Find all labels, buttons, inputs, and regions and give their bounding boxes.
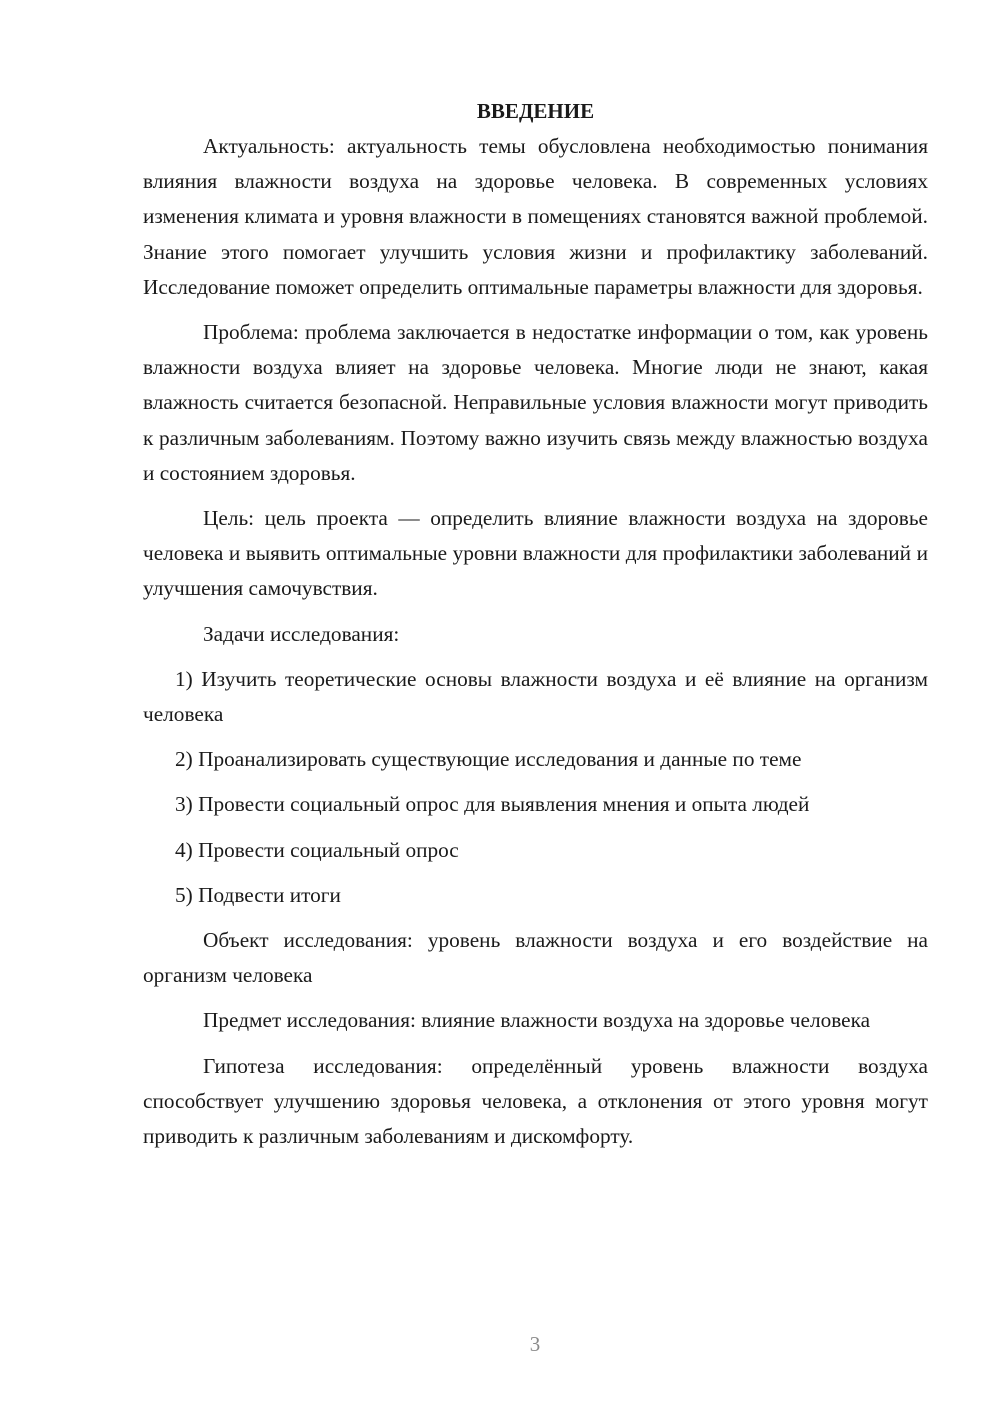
task-item-3: 3) Провести социальный опрос для выявления мнения и опыта людей [175,792,810,817]
document-page [143,96,928,1164]
section-title: ВВЕДЕНИЕ [476,99,595,123]
task-item-1: 1) Изучить теоретические основы влажности воздуха и её влияние на организм человека [143,666,928,727]
subject-paragraph: Предмет исследования: влияние влажности воздуха на здоровье человека [203,1008,871,1033]
goal-paragraph: Цель: цель проекта — определить влияние влажности воздуха на здоровье человека и выявить оптимальные уровни влажности для профилактики заболеваний и улучшения самочувствия. [143,506,928,601]
task-item-4: 4) Провести социальный опрос [175,837,459,862]
problem-paragraph: Проблема: проблема заключается в недостатке информации о том, как уровень влажности воздуха влияет на здоровье человека. Многие люди не знают, какая влажность считается безопасной. Неправильные условия влажности могут приводить к различным заболеваниям. Поэтому важно изучить связь между влажностью воздуха и состоянием здоровья. [143,320,928,485]
task-item-5: 5) Подвести итоги [175,882,341,907]
relevance-paragraph: Актуальность: актуальность темы обусловлена необходимостью понимания влияния влажности воздуха на здоровье человека. В современных условиях изменения климата и уровня влажности в помещениях становятся важной проблемой. Знание этого помогает улучшить условия жизни и профилактику заболеваний. Исследование поможет определить оптимальные параметры влажности для здоровья. [143,134,928,299]
tasks-heading: Задачи исследования: [203,621,400,646]
object-paragraph: Объект исследования: уровень влажности воздуха и его воздействие на организм человека [143,928,928,988]
tasks-list [143,662,928,913]
page-number: 3 [529,1332,541,1356]
task-item-2: 2) Проанализировать существующие исследования и данные по теме [175,747,802,772]
hypothesis-paragraph: Гипотеза исследования: определённый уровень влажности воздуха способствует улучшению здоровья человека, а отклонения от этого уровня могут приводить к различным заболеваниям и дискомфорту. [143,1053,928,1149]
